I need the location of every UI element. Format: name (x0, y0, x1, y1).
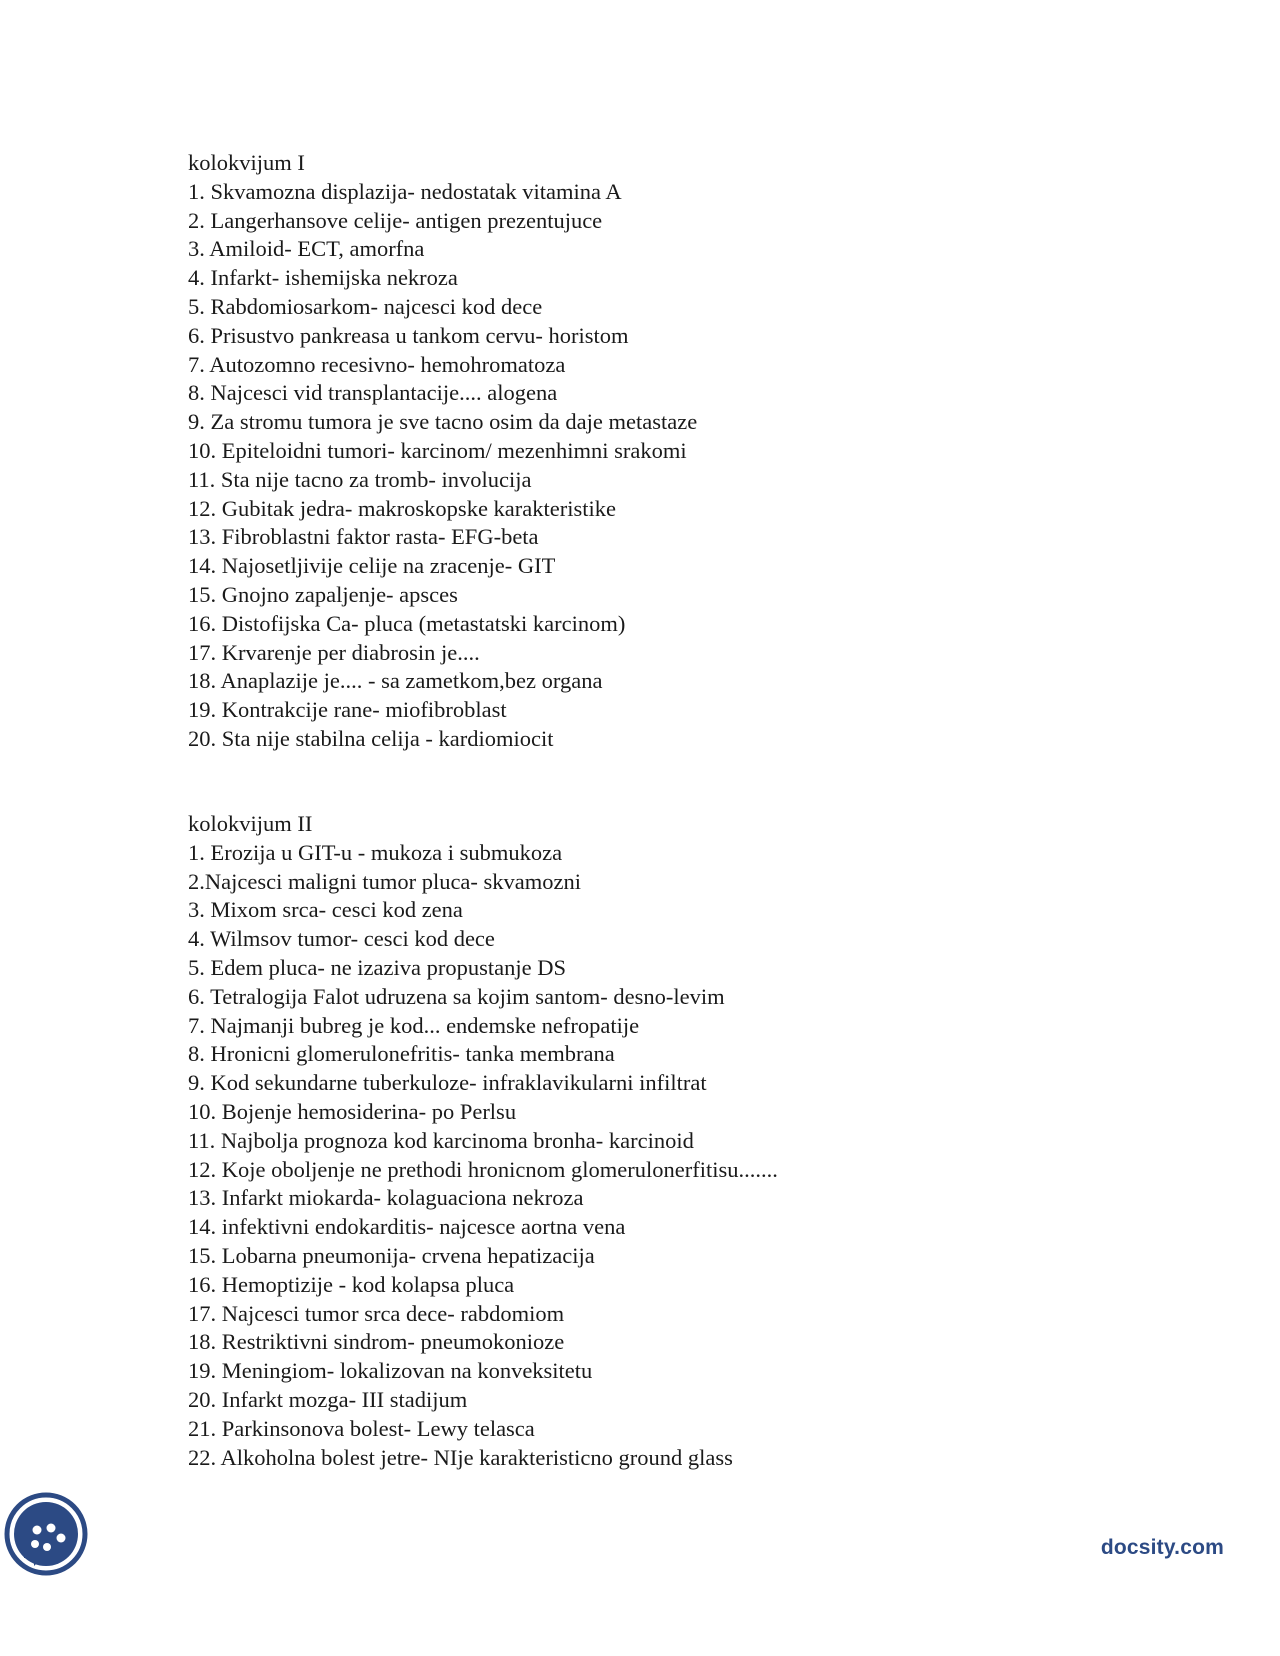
question-line: 4. Wilmsov tumor- cesci kod dece (188, 926, 495, 952)
question-line: 2. Langerhansove celije- antigen prezentujuce (188, 207, 603, 233)
question-line: 4. Infarkt- ishemijska nekroza (188, 265, 458, 291)
question-line: 12. Koje oboljenje ne prethodi hronicnom glomerulonerfitisu....... (188, 1156, 778, 1182)
question-line: 5. Edem pluca- ne izaziva propustanje DS (188, 954, 566, 980)
question-line: 21. Parkinsonova bolest- Lewy telasca (188, 1415, 535, 1441)
question-line: 5. Rabdomiosarkom- najcesci kod dece (188, 293, 543, 319)
question-line: 18. Restriktivni sindrom- pneumokonioze (188, 1329, 565, 1355)
question-line: 3. Mixom srca- cesci kod zena (188, 897, 463, 923)
kolokvijum-1-section (188, 149, 697, 754)
question-line: 8. Hronicni glomerulonefritis- tanka membrana (188, 1041, 615, 1067)
question-line: 15. Gnojno zapaljenje- apsces (188, 581, 458, 607)
docsity-brand-link[interactable]: docsity.com (1100, 1536, 1224, 1559)
question-line: 1. Erozija u GIT-u - mukoza i submukoza (188, 839, 563, 865)
question-line: 14. Najosetljivije celije na zracenje- GIT (188, 553, 556, 579)
question-line: 22. Alkoholna bolest jetre- NIje karakteristicno ground glass (188, 1444, 733, 1470)
question-line: 6. Prisustvo pankreasa u tankom cervu- horistom (188, 322, 629, 348)
kolokvijum-2-section (188, 810, 778, 1472)
question-line: 18. Anaplazije je.... - sa zametkom,bez organa (188, 668, 603, 694)
question-line: 17. Krvarenje per diabrosin je.... (188, 639, 480, 665)
question-line: 2.Najcesci maligni tumor pluca- skvamozni (188, 868, 582, 894)
question-line: 10. Bojenje hemosiderina- po Perlsu (188, 1098, 517, 1124)
question-line: 15. Lobarna pneumonija- crvena hepatizacija (188, 1242, 595, 1268)
section-heading: kolokvijum I (188, 150, 305, 175)
question-line: 16. Hemoptizije - kod kolapsa pluca (188, 1271, 515, 1297)
question-line: 8. Najcesci vid transplantacije.... alogena (188, 380, 558, 406)
question-line: 13. Fibroblastni faktor rasta- EFG-beta (188, 524, 539, 550)
question-line: 20. Sta nije stabilna celija - kardiomiocit (188, 725, 554, 751)
section-heading: kolokvijum II (188, 811, 313, 836)
question-line: 7. Najmanji bubreg je kod... endemske nefropatije (188, 1012, 640, 1038)
question-line: 7. Autozomno recesivno- hemohromatoza (188, 351, 566, 377)
question-line: 11. Sta nije tacno za tromb- involucija (188, 466, 532, 492)
docsity-logo-icon[interactable] (4, 1492, 88, 1576)
question-line: 11. Najbolja prognoza kod karcinoma bronha- karcinoid (188, 1127, 694, 1153)
question-line: 17. Najcesci tumor srca dece- rabdomiom (188, 1300, 565, 1326)
question-line: 9. Za stromu tumora je sve tacno osim da daje metastaze (188, 409, 698, 435)
question-line: 19. Kontrakcije rane- miofibroblast (188, 697, 507, 723)
question-line: 9. Kod sekundarne tuberkuloze- infraklavikularni infiltrat (188, 1070, 707, 1096)
question-line: 10. Epiteloidni tumori- karcinom/ mezenhimni srakomi (188, 437, 687, 463)
question-line: 12. Gubitak jedra- makroskopske karakteristike (188, 495, 616, 521)
question-line: 6. Tetralogija Falot udruzena sa kojim santom- desno-levim (188, 983, 725, 1009)
question-line: 3. Amiloid- ECT, amorfna (188, 236, 425, 262)
question-line: 19. Meningiom- lokalizovan na konveksitetu (188, 1358, 593, 1384)
question-line: 14. infektivni endokarditis- najcesce aortna vena (188, 1214, 626, 1240)
question-line: 1. Skvamozna displazija- nedostatak vitamina A (188, 178, 622, 204)
question-line: 20. Infarkt mozga- III stadijum (188, 1386, 468, 1412)
question-line: 13. Infarkt miokarda- kolaguaciona nekroza (188, 1185, 584, 1211)
question-line: 16. Distofijska Ca- pluca (metastatski karcinom) (188, 610, 626, 636)
